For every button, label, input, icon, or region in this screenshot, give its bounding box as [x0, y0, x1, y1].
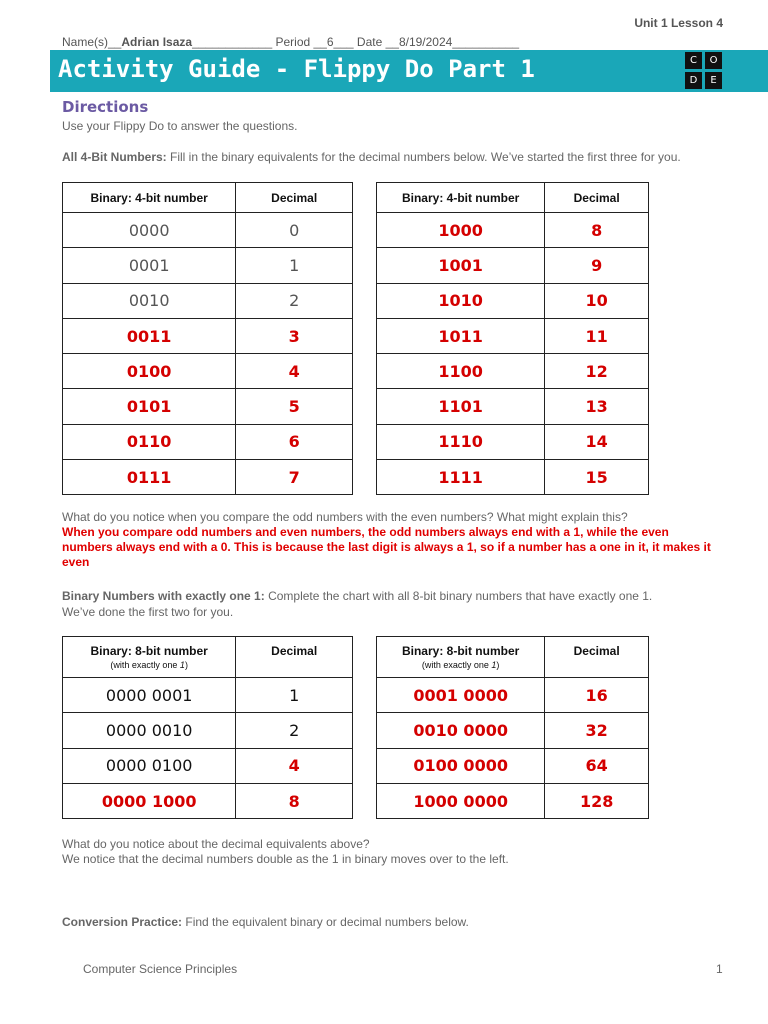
decimal-cell: 1 [236, 678, 353, 713]
table-row [377, 424, 649, 459]
binary-cell: 1111 [377, 460, 545, 495]
decimal-cell: 2 [236, 283, 353, 318]
table-row [377, 354, 649, 389]
decimal-cell: 13 [545, 389, 649, 424]
page-title: Activity Guide - Flippy Do Part 1 [58, 55, 535, 83]
four-bit-table-right [376, 182, 649, 495]
binary-cell: 1001 [377, 248, 545, 283]
decimal-cell: 7 [236, 460, 353, 495]
binary-cell: 1000 [377, 213, 545, 248]
table-row [377, 748, 649, 783]
period-tail: ___ Date __ [333, 35, 399, 49]
binary-cell: 0000 0001 [63, 678, 236, 713]
directions-text: Use your Flippy Do to answer the questions. [62, 119, 298, 133]
section3-text: Find the equivalent binary or decimal numbers below. [182, 915, 469, 929]
decimal-cell: 6 [236, 424, 353, 459]
col-header-binary-note [63, 660, 235, 670]
col-header-decimal: Decimal [545, 637, 649, 678]
col-header-binary: Binary: 4-bit number [63, 183, 236, 213]
table-row [63, 748, 353, 783]
period-value: 6 [326, 35, 334, 49]
decimal-cell: 128 [545, 783, 649, 818]
binary-cell: 1110 [377, 424, 545, 459]
section2-label: Binary Numbers with exactly one 1: [62, 589, 265, 603]
note-prefix: (with exactly one [421, 660, 492, 670]
table-row [63, 318, 353, 353]
logo-letter-o: O [705, 52, 722, 69]
table-row [377, 678, 649, 713]
section3-instructions [62, 915, 469, 929]
decimal-cell: 4 [236, 748, 353, 783]
decimal-cell: 14 [545, 424, 649, 459]
col-header-decimal: Decimal [236, 637, 353, 678]
binary-cell: 1011 [377, 318, 545, 353]
decimal-cell: 11 [545, 318, 649, 353]
binary-cell: 0010 [63, 283, 236, 318]
col-header-binary: Binary: 4-bit number [377, 183, 545, 213]
table-row [377, 783, 649, 818]
title-banner [50, 50, 768, 92]
binary-cell: 0000 1000 [63, 783, 236, 818]
binary-cell: 1101 [377, 389, 545, 424]
table-row [377, 248, 649, 283]
section2-text-line2: We’ve done the first two for you. [62, 605, 234, 619]
binary-cell: 1010 [377, 283, 545, 318]
table-row [63, 783, 353, 818]
section3-label: Conversion Practice: [62, 915, 183, 929]
table-row [63, 460, 353, 495]
binary-cell: 0000 0010 [63, 713, 236, 748]
binary-cell: 0000 [63, 213, 236, 248]
eight-bit-table-right [376, 636, 649, 819]
note-suffix: ) [184, 660, 188, 670]
table-row [377, 460, 649, 495]
binary-cell: 0001 0000 [377, 678, 545, 713]
footer-course: Computer Science Principles [83, 962, 238, 976]
decimal-cell: 15 [545, 460, 649, 495]
footer-page-number: 1 [716, 962, 723, 976]
section2-text: Complete the chart with all 8-bit binary numbers that have exactly one 1. [264, 589, 653, 603]
decimal-cell: 2 [236, 713, 353, 748]
table-row [377, 213, 649, 248]
decimal-cell: 0 [236, 213, 353, 248]
decimal-cell: 3 [236, 318, 353, 353]
binary-cell: 0011 [63, 318, 236, 353]
table-row [377, 283, 649, 318]
logo-letter-c: C [685, 52, 702, 69]
section1-instructions [62, 150, 681, 164]
note-suffix: ) [496, 660, 500, 670]
note-italic: 1 [491, 660, 497, 670]
binary-cell: 0001 [63, 248, 236, 283]
col-header-binary-title: Binary: 8-bit number [401, 644, 520, 658]
question1-answer: When you compare odd numbers and even numbers, the odd numbers always end with a 1, while the even numbers always end with a 0. This is because the last digit is always a 1, so if a number has a one in it, it makes it even [62, 525, 711, 569]
question2-prompt: What do you notice about the decimal equivalents above? [62, 837, 370, 851]
code-logo [685, 52, 724, 91]
table-row [63, 678, 353, 713]
eight-bit-table-left [62, 636, 353, 819]
col-header-decimal: Decimal [545, 183, 649, 213]
four-bit-table-left [62, 182, 353, 495]
col-header-binary-note [377, 660, 544, 670]
table-row [63, 283, 353, 318]
binary-cell: 0100 [63, 354, 236, 389]
decimal-cell: 8 [545, 213, 649, 248]
decimal-cell: 9 [545, 248, 649, 283]
decimal-cell: 12 [545, 354, 649, 389]
section2-instructions [62, 589, 652, 603]
logo-letter-d: D [685, 72, 702, 89]
decimal-cell: 16 [545, 678, 649, 713]
question2-answer: We notice that the decimal numbers double as the 1 in binary moves over to the left. [62, 852, 509, 866]
decimal-cell: 1 [236, 248, 353, 283]
decimal-cell: 5 [236, 389, 353, 424]
table-row [377, 318, 649, 353]
binary-cell: 0110 [63, 424, 236, 459]
binary-cell: 1000 0000 [377, 783, 545, 818]
binary-cell: 0010 0000 [377, 713, 545, 748]
section1-text: Fill in the binary equivalents for the decimal numbers below. We’ve started the first three for you. [166, 150, 681, 164]
col-header-decimal: Decimal [236, 183, 353, 213]
table-row [63, 213, 353, 248]
note-italic: 1 [179, 660, 185, 670]
note-prefix: (with exactly one [110, 660, 180, 670]
col-header-binary-title: Binary: 8-bit number [90, 644, 208, 658]
decimal-cell: 10 [545, 283, 649, 318]
binary-cell: 0000 0100 [63, 748, 236, 783]
table-row [63, 389, 353, 424]
decimal-cell: 8 [236, 783, 353, 818]
col-header-binary [63, 637, 236, 678]
lesson-label: Unit 1 Lesson 4 [634, 16, 723, 30]
table-row [377, 713, 649, 748]
names-tail: ____________ Period __ [192, 35, 327, 49]
name-period-date-line [62, 35, 519, 49]
table-row [377, 389, 649, 424]
student-name: Adrian Isaza [121, 35, 193, 49]
table-row [63, 713, 353, 748]
binary-cell: 0111 [63, 460, 236, 495]
col-header-binary [377, 637, 545, 678]
section1-label: All 4-Bit Numbers: [62, 150, 167, 164]
binary-cell: 1100 [377, 354, 545, 389]
directions-heading: Directions [62, 98, 149, 116]
binary-cell: 0100 0000 [377, 748, 545, 783]
names-label: Name(s)__ [62, 35, 122, 49]
table-row [63, 354, 353, 389]
date-value: 8/19/2024 [398, 35, 453, 49]
question1-prompt: What do you notice when you compare the odd numbers with the even numbers? What might explain this? [62, 510, 628, 524]
decimal-cell: 64 [545, 748, 649, 783]
date-tail: __________ [452, 35, 520, 49]
decimal-cell: 4 [236, 354, 353, 389]
table-row [63, 248, 353, 283]
logo-letter-e: E [705, 72, 722, 89]
decimal-cell: 32 [545, 713, 649, 748]
table-row [63, 424, 353, 459]
binary-cell: 0101 [63, 389, 236, 424]
